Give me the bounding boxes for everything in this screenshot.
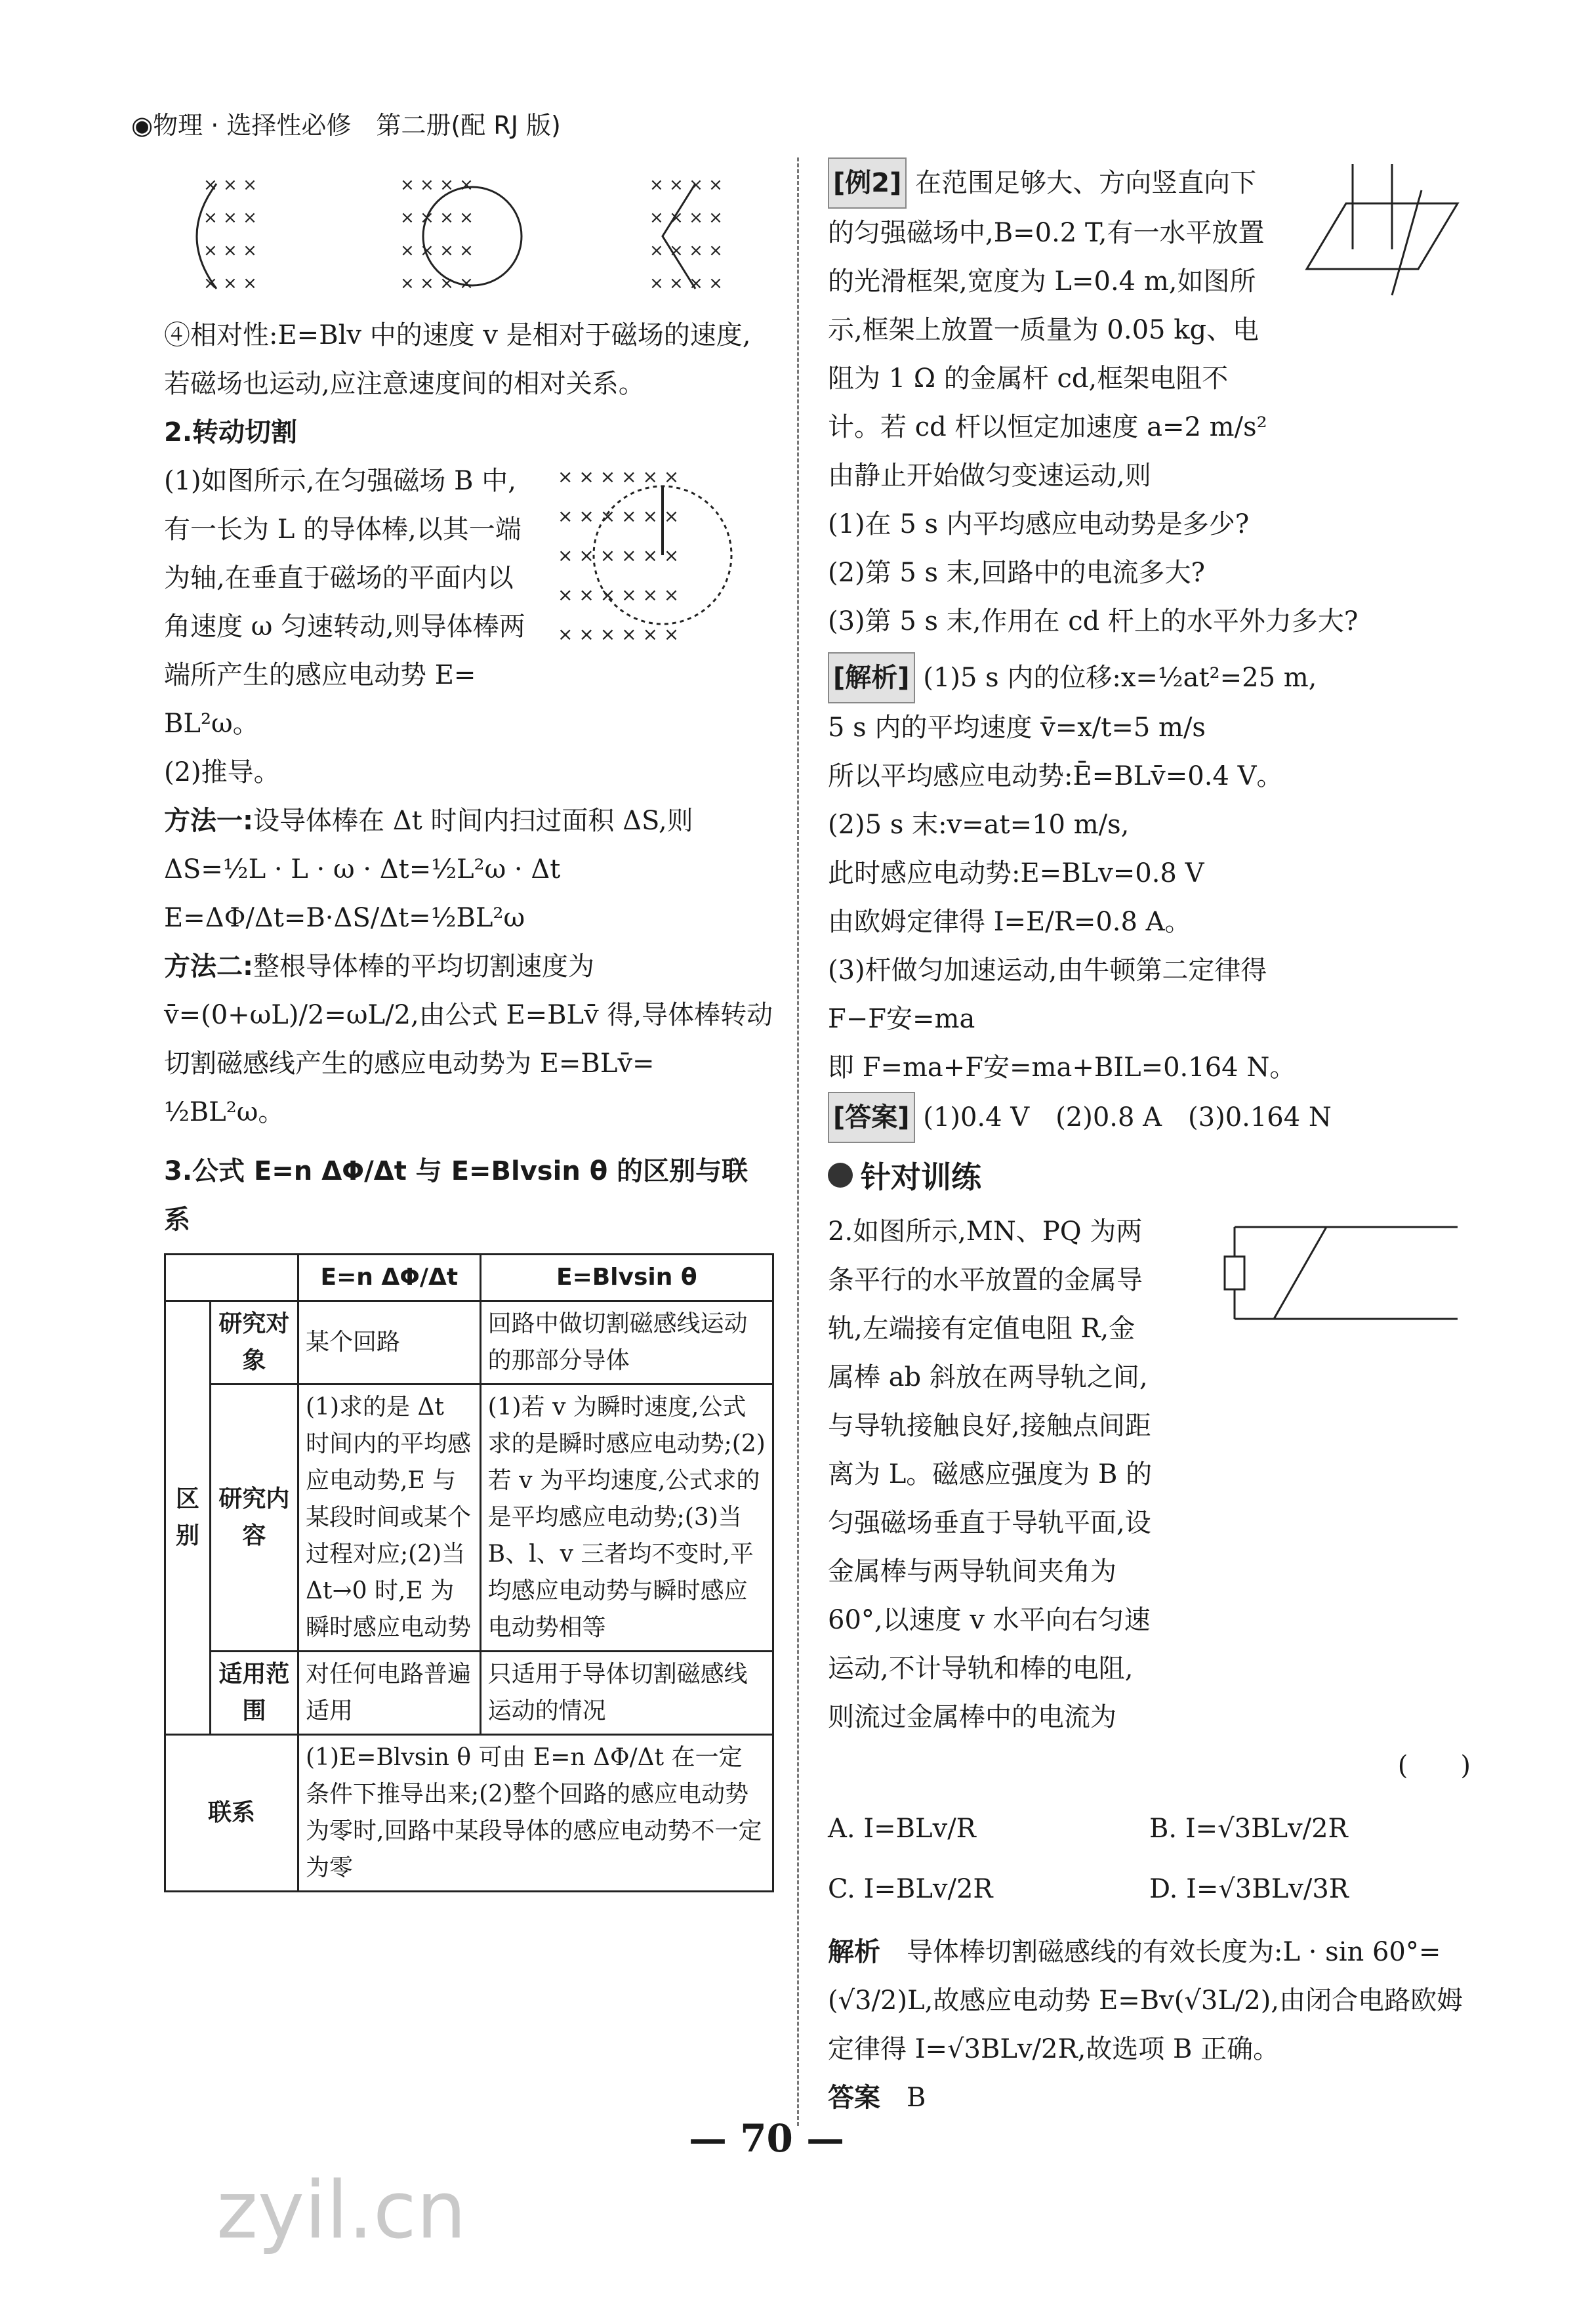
svg-text:× × ×: × × ×: [203, 175, 257, 195]
solution-tag: [解析]: [828, 652, 915, 703]
section-bullet-icon: [828, 1163, 853, 1188]
svg-text:× × × ×: × × × ×: [649, 175, 723, 195]
analysis-text: 导体棒切割磁感线的有效长度为:L · sin 60°=(√3/2)L,故感应电动势 E=Bv(√3L/2),由闭合电路欧姆定律得 I=√3BLv/2R,故选项 B 正确。: [828, 1937, 1463, 2064]
method2-label: 方法二:: [164, 951, 253, 982]
final-answer: B: [907, 2083, 926, 2113]
table-group-label: 区别: [165, 1301, 211, 1735]
svg-text:× × × ×: × × × ×: [400, 241, 474, 260]
options: [828, 1806, 1471, 1912]
relativity-text: ④相对性:E=Blv 中的速度 v 是相对于磁场的速度,若磁场也运动,应注意速度间的相对关系。: [164, 320, 751, 399]
left-column: [164, 157, 774, 1892]
option-c[interactable]: C. I=BLv/2R: [828, 1874, 993, 1904]
solution-step: 所以平均感应电动势:Ē=BLv̄=0.4 V。: [828, 761, 1283, 791]
svg-text:× × × ×: × × × ×: [400, 208, 474, 228]
example-tag: [例2]: [828, 157, 907, 209]
analysis-label: 解析: [828, 1937, 880, 1967]
solution-step: (3)杆做匀加速运动,由牛顿第二定律得: [828, 955, 1267, 986]
training-question: 2.如图所示,MN、PQ 为两条平行的水平放置的金属导轨,左端接有定值电阻 R,金属棒 ab 斜放在两导轨之间,与导轨接触良好,接触点间距离为 L。磁感应强度为 B 的匀强磁场垂直于导轨平面,设金属棒与两导轨间夹角为 60°,以速度 v 水平向右匀速运动,不计导轨和棒的电阻,则流过金属棒中的电流为: [828, 1217, 1153, 1732]
table-header-2: E=Blvsin θ: [480, 1255, 773, 1301]
rotation-emf-result: BL²ω。: [164, 709, 259, 739]
svg-text:× × × × × ×: × × × × × ×: [558, 505, 680, 527]
table-row-label: 研究内容: [210, 1385, 298, 1652]
method1-label: 方法一:: [164, 806, 253, 836]
solution-step: 即 F=ma+F安=ma+BIL=0.164 N。: [828, 1052, 1296, 1083]
column-divider: [797, 157, 799, 2126]
table-row-label: 联系: [165, 1735, 298, 1892]
example-text: 在范围足够大、方向竖直向下的匀强磁场中,B=0.2 T,有一水平放置的光滑框架,宽度为 L=0.4 m,如图所示,框架上放置一质量为 0.05 kg、电阻为 1 Ω 的金属杆 cd,框架电阻不计。若 cd 杆以恒定加速度 a=2 m/s² 由静止开始做匀变速运动,则: [828, 168, 1267, 491]
table-cell: (1)若 v 为瞬时速度,公式求的是瞬时感应电动势;(2)若 v 为平均速度,公式求的是平均感应电动势;(3)当 B、l、v 三者均不变时,平均感应电动势与瞬时感应电动势相等: [480, 1385, 773, 1652]
method1-text: 设导体棒在 Δt 时间内扫过面积 ΔS,则: [253, 806, 693, 836]
table-row-label: 研究对象: [210, 1301, 298, 1385]
answer-paren: ( ): [1397, 1751, 1471, 1781]
method1-eq1: ΔS=½L · L · ω · Δt=½L²ω · Δt: [164, 854, 561, 885]
solution-step: 由欧姆定律得 I=E/R=0.8 A。: [828, 907, 1191, 937]
solution-step: (1)5 s 内的位移:x=½at²=25 m,: [923, 663, 1317, 693]
svg-text:× × × ×: × × × ×: [400, 274, 474, 293]
svg-text:× × × ×: × × × ×: [649, 241, 723, 260]
table-cell: 只适用于导体切割磁感线运动的情况: [480, 1652, 773, 1735]
svg-text:× × × × × ×: × × × × × ×: [558, 584, 680, 606]
watermark: zyil.cn: [216, 2165, 466, 2257]
svg-text:× × ×: × × ×: [203, 274, 257, 293]
table-header-1: E=n ΔΦ/Δt: [298, 1255, 481, 1301]
frame-diagram: [1294, 157, 1471, 308]
solution-step: 此时感应电动势:E=BLv=0.8 V: [828, 858, 1204, 888]
answer-tag: [答案]: [828, 1092, 915, 1143]
final-answer-label: 答案: [828, 2083, 880, 2113]
solution-step: (2)5 s 末:v=at=10 m/s,: [828, 810, 1130, 840]
option-d[interactable]: D. I=√3BLv/3R: [1149, 1874, 1349, 1904]
table-cell: 回路中做切割磁感线运动的那部分导体: [480, 1301, 773, 1385]
svg-text:× × × ×: × × × ×: [649, 208, 723, 228]
question-3: (3)第 5 s 末,作用在 cd 杆上的水平外力多大?: [828, 606, 1359, 636]
method2-eq: v̄=(0+ωL)/2=ωL/2,由公式 E=BLv̄ 得,导体棒转动切割磁感线产生的感应电动势为 E=BLv̄=: [164, 1000, 773, 1079]
comparison-table: [164, 1253, 774, 1892]
question-2: (2)第 5 s 末,回路中的电流多大?: [828, 558, 1205, 588]
difference-title: 3.公式 E=n ΔΦ/Δt 与 E=Blvsin θ 的区别与联系: [164, 1156, 748, 1235]
svg-text:× × × ×: × × × ×: [649, 274, 723, 293]
svg-text:× × × × × ×: × × × × × ×: [558, 466, 680, 488]
rotation-title: 2.转动切割: [164, 417, 298, 448]
svg-text:× × × ×: × × × ×: [400, 175, 474, 195]
table-cell: 某个回路: [298, 1301, 481, 1385]
rotating-rod-diagram: [551, 457, 774, 647]
svg-text:× × ×: × × ×: [203, 208, 257, 228]
right-column: [828, 157, 1471, 2122]
solution-step: F−F安=ma: [828, 1004, 975, 1034]
derivation-label: (2)推导。: [164, 757, 280, 787]
training-section-title: 针对训练: [828, 1154, 1471, 1197]
answer-text: (1)0.4 V (2)0.8 A (3)0.164 N: [923, 1102, 1332, 1133]
rail-diagram: [1195, 1207, 1471, 1339]
velocity-diagrams: [164, 157, 774, 308]
page-number: — 70 —: [689, 2116, 845, 2161]
table-cell: 对任何电路普遍适用: [298, 1652, 481, 1735]
method2-result: ½BL²ω。: [164, 1097, 285, 1127]
option-b[interactable]: B. I=√3BLv/2R: [1149, 1814, 1348, 1844]
table-row-label: 适用范围: [210, 1652, 298, 1735]
option-a[interactable]: A. I=BLv/R: [828, 1814, 976, 1844]
rotation-paragraph: (1)如图所示,在匀强磁场 B 中,有一长为 L 的导体棒,以其一端为轴,在垂直于磁场的平面内以角速度 ω 匀速转动,则导体棒两端所产生的感应电动势 E=: [164, 466, 525, 690]
method2-text: 整根导体棒的平均切割速度为: [253, 951, 594, 982]
svg-text:× × × × × ×: × × × × × ×: [558, 623, 680, 645]
svg-text:× × ×: × × ×: [203, 241, 257, 260]
table-cell: (1)求的是 Δt 时间内的平均感应电动势,E 与某段时间或某个过程对应;(2)当 Δt→0 时,E 为瞬时感应电动势: [298, 1385, 481, 1652]
running-header: ◉物理 · 选择性必修 第二册(配 RJ 版): [131, 111, 561, 140]
svg-text:× × × × × ×: × × × × × ×: [558, 545, 680, 566]
question-1: (1)在 5 s 内平均感应电动势是多少?: [828, 509, 1250, 539]
table-cell: (1)E=Blvsin θ 可由 E=n ΔΦ/Δt 在一定条件下推导出来;(2)整个回路的感应电动势为零时,回路中某段导体的感应电动势不一定为零: [298, 1735, 773, 1892]
solution-step: 5 s 内的平均速度 v̄=x/t=5 m/s: [828, 713, 1206, 743]
method1-eq2: E=ΔΦ/Δt=B·ΔS/Δt=½BL²ω: [164, 903, 525, 933]
